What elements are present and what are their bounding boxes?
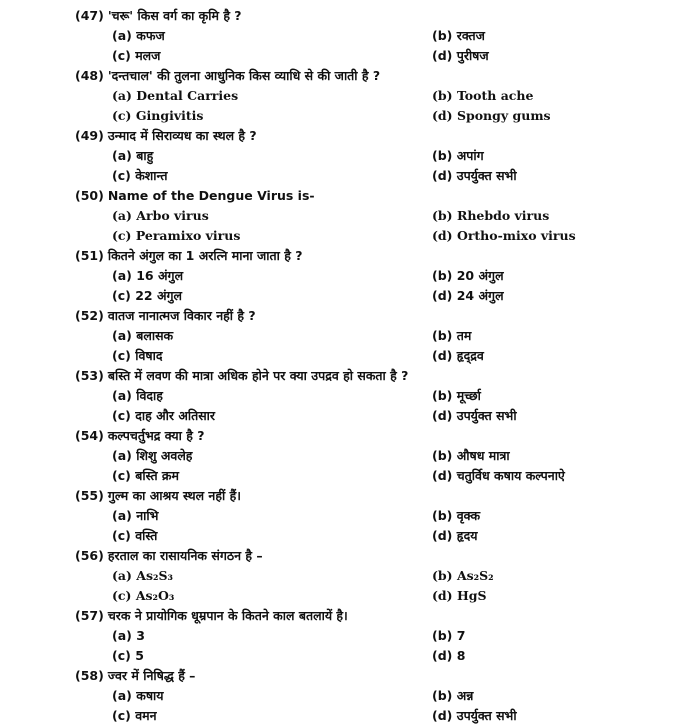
question-text: 'दन्तचाल' की तुलना आधुनिक किस व्याधि से की जाती है ?: [107, 68, 381, 83]
option-label: (b): [432, 688, 453, 703]
question-number: (56): [75, 548, 104, 563]
question-number: (51): [75, 248, 104, 263]
option-label: (b): [432, 388, 453, 403]
option-b: [432, 26, 485, 46]
option-d: [432, 346, 484, 366]
question-number: (55): [75, 488, 104, 503]
option-text: उपर्युक्त सभी: [456, 168, 517, 183]
option-b: [432, 206, 549, 226]
option-text: Spongy gums: [456, 108, 551, 123]
question-58: [75, 666, 665, 686]
option-text: विषाद: [135, 348, 163, 363]
question-text: चरक ने प्रायोगिक धूम्रपान के कितने काल बतलायें है।: [107, 608, 348, 623]
option-label: (b): [432, 88, 453, 103]
option-d: [432, 406, 517, 426]
question-text: उन्माद में सिराव्यध का स्थल है ?: [107, 128, 257, 143]
option-b: [432, 386, 481, 406]
option-b: [432, 326, 471, 346]
option-label: (a): [112, 628, 132, 643]
option-a: [112, 386, 163, 406]
option-text: Dental Carries: [136, 88, 239, 103]
option-text: कफज: [136, 28, 165, 43]
question-text: 'चरू' किस वर्ग का कृमि है ?: [107, 8, 242, 23]
option-text: मूर्च्छा: [456, 388, 481, 403]
option-a: [112, 146, 153, 166]
option-a: [112, 26, 165, 46]
option-a: [112, 566, 173, 586]
option-c: [112, 166, 168, 186]
option-text: Ortho-mixo virus: [456, 228, 576, 243]
option-label: (c): [112, 708, 131, 723]
option-text: वस्ति: [135, 528, 158, 543]
option-label: (d): [432, 588, 453, 603]
question-56: [75, 546, 665, 566]
option-a: [112, 206, 209, 226]
option-label: (d): [432, 348, 453, 363]
option-label: (b): [432, 268, 453, 283]
question-47: [75, 6, 665, 26]
question-text: हरताल का रासायनिक संगठन है –: [107, 548, 263, 563]
option-c: [112, 226, 240, 246]
question-number: (54): [75, 428, 104, 443]
option-text: Tooth ache: [456, 88, 534, 103]
option-label: (d): [432, 108, 453, 123]
question-text: वातज नानात्मज विकार नहीं है ?: [107, 308, 256, 323]
option-b: [432, 686, 473, 706]
option-text: वमन: [135, 708, 157, 723]
option-text: 5: [135, 648, 144, 663]
option-c: [112, 646, 144, 666]
question-number: (47): [75, 8, 104, 23]
option-text: HgS: [456, 588, 487, 603]
option-b: [432, 626, 465, 646]
option-label: (d): [432, 288, 453, 303]
option-c: [112, 526, 157, 546]
question-number: (50): [75, 188, 104, 203]
option-d: [432, 466, 565, 486]
option-c: [112, 346, 163, 366]
option-label: (b): [432, 328, 453, 343]
option-label: (a): [112, 328, 132, 343]
option-a: [112, 266, 183, 286]
question-text: गुल्म का आश्रय स्थल नहीं हैं।: [107, 488, 241, 503]
option-text: बलासक: [136, 328, 174, 343]
option-label: (d): [432, 648, 453, 663]
option-text: उपर्युक्त सभी: [456, 408, 517, 423]
option-a: [112, 446, 192, 466]
question-number: (53): [75, 368, 104, 383]
question-text: बस्ति में लवण की मात्रा अधिक होने पर क्या उपद्रव हो सकता है ?: [107, 368, 409, 383]
question-text: ज्वर में निषिद्ध हैं –: [107, 668, 196, 683]
question-50: [75, 186, 665, 206]
option-label: (a): [112, 568, 132, 583]
option-d: [432, 46, 489, 66]
question-55: [75, 486, 665, 506]
option-text: चतुर्विध कषाय कल्पनाऐ: [456, 468, 565, 483]
option-text: कषाय: [136, 688, 164, 703]
question-48: [75, 66, 665, 86]
option-text: वृक्क: [456, 508, 481, 523]
option-label: (c): [112, 408, 131, 423]
option-text: नाभि: [136, 508, 159, 523]
option-b: [432, 506, 480, 526]
option-label: (a): [112, 388, 132, 403]
option-text: केशान्त: [135, 168, 168, 183]
option-text: उपर्युक्त सभी: [456, 708, 517, 723]
question-number: (58): [75, 668, 104, 683]
option-label: (b): [432, 208, 453, 223]
question-number: (52): [75, 308, 104, 323]
option-d: [432, 286, 504, 306]
option-label: (d): [432, 528, 453, 543]
option-label: (c): [112, 228, 132, 243]
option-text: 7: [456, 628, 466, 643]
option-text: अपांग: [456, 148, 484, 163]
option-label: (b): [432, 628, 453, 643]
option-c: [112, 106, 203, 126]
option-d: [432, 526, 478, 546]
option-label: (a): [112, 688, 132, 703]
option-text: दाह और अतिसार: [135, 408, 216, 423]
option-label: (c): [112, 588, 132, 603]
option-text: बाहु: [136, 148, 154, 163]
question-54: [75, 426, 665, 446]
question-57: [75, 606, 665, 626]
option-text: 22 अंगुल: [135, 288, 183, 303]
option-label: (d): [432, 468, 453, 483]
option-text: मलज: [135, 48, 161, 63]
question-text: कितने अंगुल का 1 अरत्नि माना जाता है ?: [107, 248, 303, 263]
option-text: 20 अंगुल: [456, 268, 504, 283]
option-a: [112, 626, 145, 646]
option-text: हृद्द्रव: [456, 348, 484, 363]
option-a: [112, 686, 164, 706]
option-text: 3: [136, 628, 145, 643]
option-text: रक्तज: [456, 28, 485, 43]
option-label: (b): [432, 508, 453, 523]
option-d: [432, 646, 465, 666]
question-53: [75, 366, 665, 386]
option-d: [432, 226, 576, 246]
option-label: (b): [432, 568, 453, 583]
option-label: (a): [112, 28, 132, 43]
option-text: Peramixo virus: [135, 228, 241, 243]
option-a: [112, 86, 238, 106]
option-label: (a): [112, 448, 132, 463]
option-label: (a): [112, 268, 132, 283]
question-number: (49): [75, 128, 104, 143]
option-text: 24 अंगुल: [456, 288, 504, 303]
option-label: (c): [112, 348, 131, 363]
option-label: (a): [112, 88, 132, 103]
option-b: [432, 146, 484, 166]
option-label: (d): [432, 708, 453, 723]
option-label: (c): [112, 528, 131, 543]
option-label: (b): [432, 148, 453, 163]
question-text: Name of the Dengue Virus is-: [107, 188, 315, 203]
option-d: [432, 166, 517, 186]
option-label: (c): [112, 288, 131, 303]
question-51: [75, 246, 665, 266]
option-label: (a): [112, 148, 132, 163]
option-d: [432, 706, 517, 726]
option-label: (c): [112, 108, 132, 123]
option-label: (b): [432, 448, 453, 463]
question-52: [75, 306, 665, 326]
option-text: शिशु अवलेह: [136, 448, 193, 463]
option-a: [112, 506, 158, 526]
question-number: (48): [75, 68, 104, 83]
option-text: बस्ति क्रम: [135, 468, 179, 483]
option-c: [112, 706, 157, 726]
option-text: As₂O₃: [135, 588, 175, 603]
option-b: [432, 446, 510, 466]
option-text: Arbo virus: [136, 208, 209, 223]
option-label: (c): [112, 468, 131, 483]
option-label: (d): [432, 228, 453, 243]
question-number: (57): [75, 608, 104, 623]
option-text: As₂S₃: [136, 568, 174, 583]
option-c: [112, 466, 179, 486]
option-label: (b): [432, 28, 453, 43]
option-c: [112, 286, 182, 306]
option-label: (a): [112, 208, 132, 223]
option-b: [432, 266, 504, 286]
option-text: हृदय: [456, 528, 478, 543]
option-a: [112, 326, 173, 346]
option-label: (d): [432, 48, 453, 63]
option-label: (c): [112, 648, 131, 663]
option-b: [432, 566, 494, 586]
option-label: (d): [432, 408, 453, 423]
option-label: (a): [112, 508, 132, 523]
question-text: कल्पचर्तुभद्र क्या है ?: [107, 428, 205, 443]
option-text: 8: [456, 648, 466, 663]
option-b: [432, 86, 533, 106]
option-d: [432, 106, 551, 126]
option-text: 16 अंगुल: [136, 268, 184, 283]
option-label: (c): [112, 168, 131, 183]
option-text: Rhebdo virus: [456, 208, 550, 223]
option-c: [112, 46, 160, 66]
option-d: [432, 586, 487, 606]
option-text: पुरीषज: [456, 48, 489, 63]
option-label: (c): [112, 48, 131, 63]
option-text: Gingivitis: [135, 108, 204, 123]
question-49: [75, 126, 665, 146]
option-text: औषध मात्रा: [456, 448, 510, 463]
option-text: विदाह: [136, 388, 163, 403]
option-text: As₂S₂: [456, 568, 494, 583]
option-text: तम: [456, 328, 472, 343]
option-c: [112, 586, 174, 606]
option-c: [112, 406, 215, 426]
option-label: (d): [432, 168, 453, 183]
option-text: अन्न: [456, 688, 474, 703]
